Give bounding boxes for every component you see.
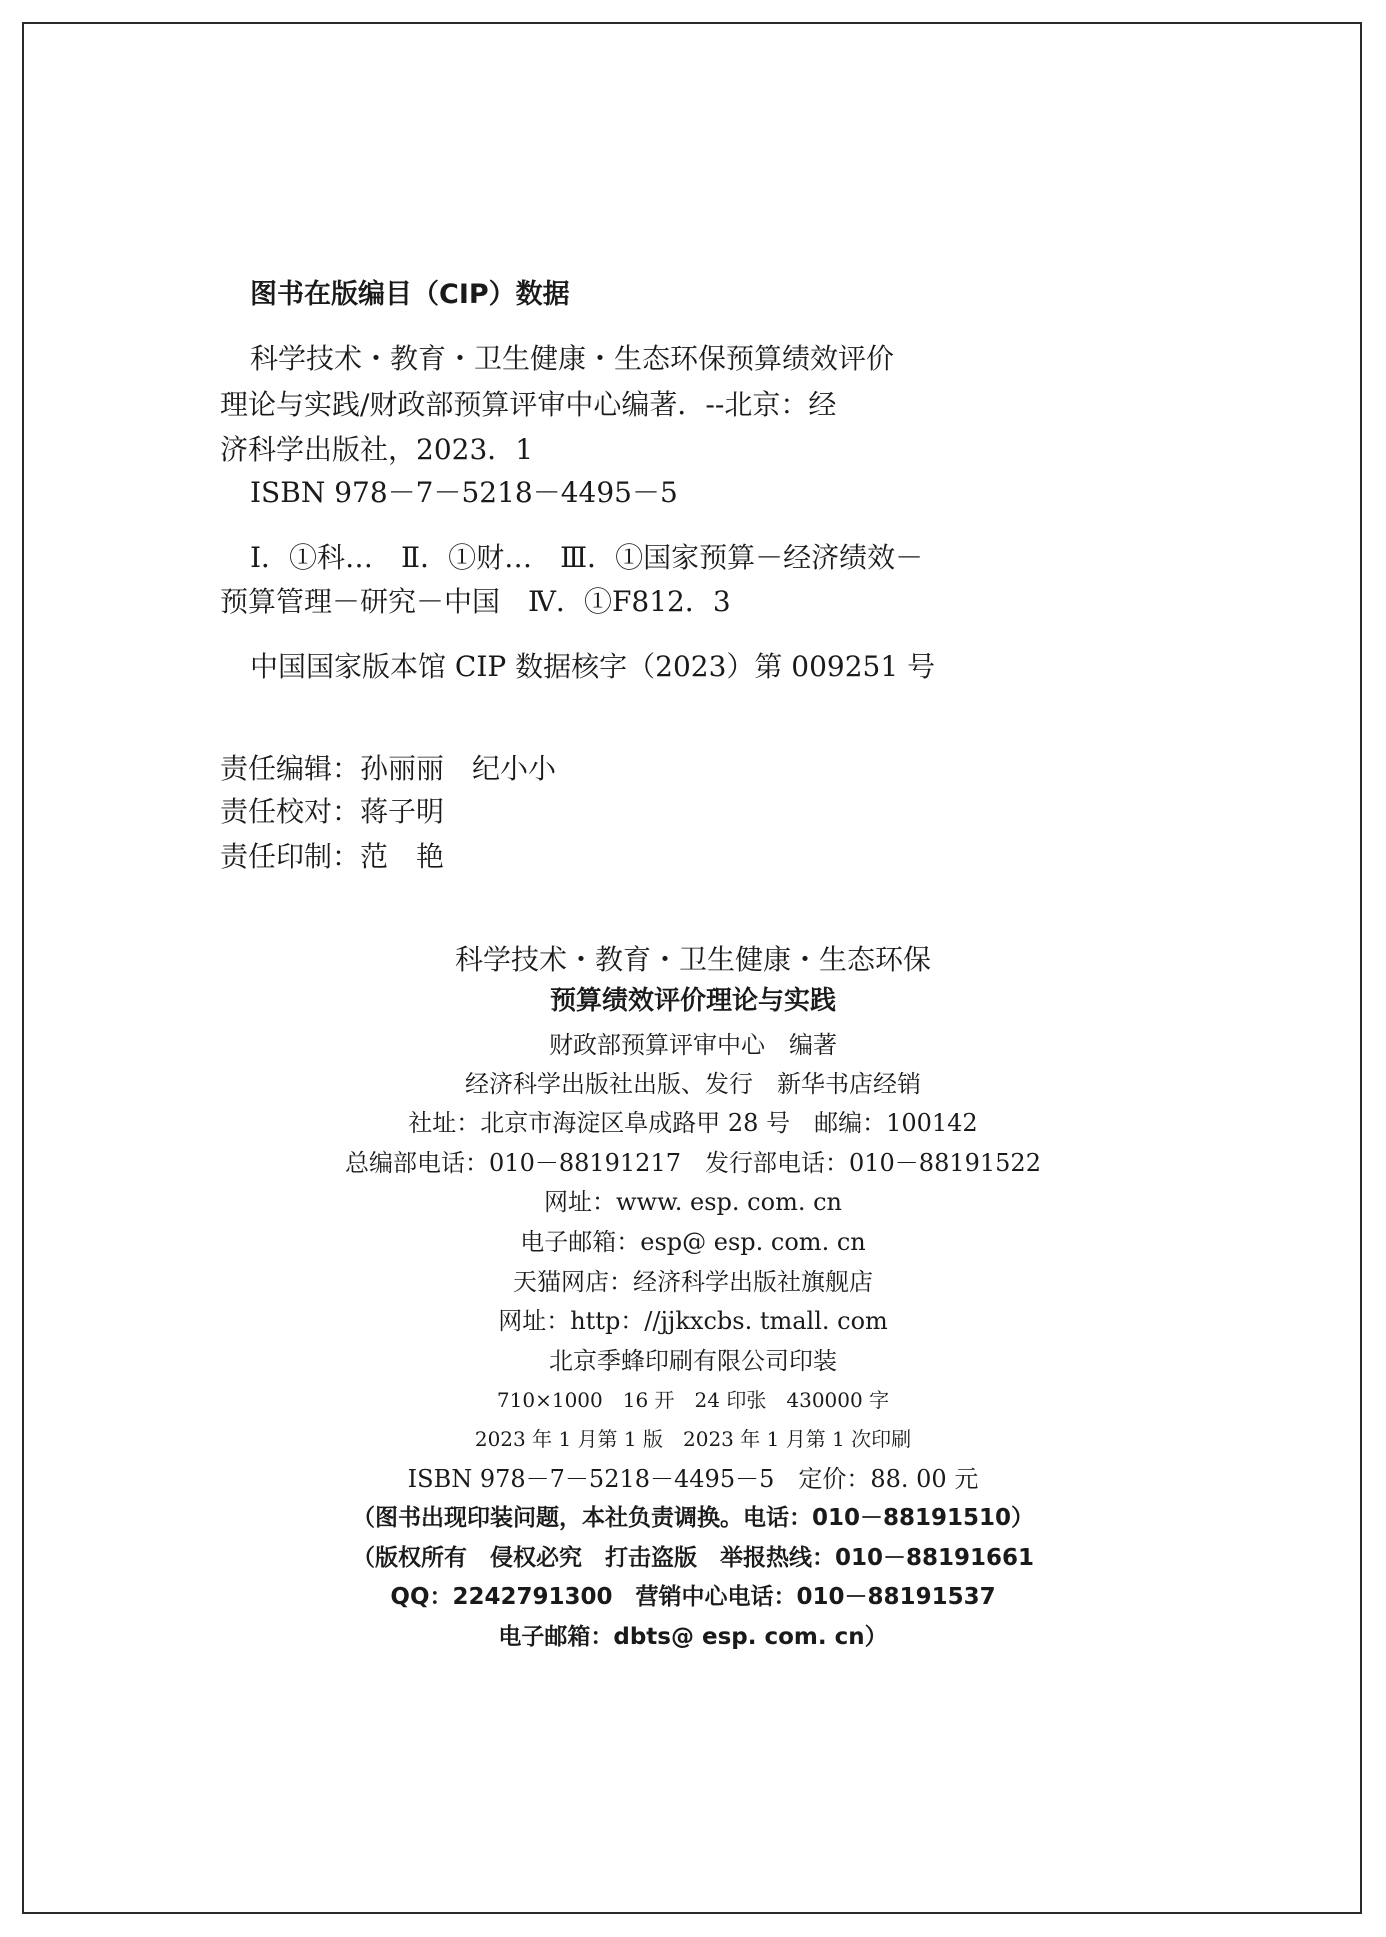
tmall-store: 天猫网店：经济科学出版社旗舰店 xyxy=(513,1268,873,1296)
notice-email: 电子邮箱：dbts@ esp. com. cn） xyxy=(498,1624,888,1650)
responsible-editor: 责任编辑：孙丽丽 纪小小 xyxy=(220,752,557,785)
notice-contacts: QQ：2242791300 营销中心电话：010－88191537 xyxy=(390,1584,996,1610)
book-title-line-2: 预算绩效评价理论与实践 xyxy=(549,986,836,1016)
publisher-email: 电子邮箱：esp@ esp. com. cn xyxy=(520,1228,866,1256)
publisher-address: 社址：北京市海淀区阜成路甲 28 号 邮编：100142 xyxy=(408,1109,978,1137)
isbn-price: ISBN 978－7－5218－4495－5 定价：88. 00 元 xyxy=(407,1465,979,1493)
book-title-line-1: 科学技术・教育・卫生健康・生态环保 xyxy=(454,943,931,976)
cip-line: 科学技术・教育・卫生健康・生态环保预算绩效评价 xyxy=(250,342,895,375)
cip-isbn: ISBN 978－7－5218－4495－5 xyxy=(250,476,678,509)
notice-misprint: （图书出现印装问题，本社负责调换。电话：010－88191510） xyxy=(351,1505,1035,1531)
cip-line: 济科学出版社，2023．1 xyxy=(220,433,534,466)
cip-classification: Ⅰ．①科… Ⅱ．①财… Ⅲ．①国家预算－经济绩效－ xyxy=(250,541,924,574)
book-author: 财政部预算评审中心 编著 xyxy=(549,1031,837,1059)
tmall-url: 网址：http：//jjkxcbs. tmall. com xyxy=(498,1307,888,1335)
cip-heading: 图书在版编目（CIP）数据 xyxy=(250,279,570,310)
printer-line: 北京季蜂印刷有限公司印装 xyxy=(549,1347,837,1375)
publisher-line: 经济科学出版社出版、发行 新华书店经销 xyxy=(465,1070,921,1098)
publisher-website: 网址：www. esp. com. cn xyxy=(544,1188,842,1216)
cip-classification: 预算管理－研究－中国 Ⅳ．①F812．3 xyxy=(220,585,731,618)
responsible-printing: 责任印制：范 艳 xyxy=(220,840,445,873)
cip-verification: 中国国家版本馆 CIP 数据核字（2023）第 009251 号 xyxy=(250,650,936,683)
cip-line: 理论与实践/财政部预算评审中心编著．--北京：经 xyxy=(220,388,837,421)
responsible-proofreader: 责任校对：蒋子明 xyxy=(220,795,445,828)
notice-copyright: （版权所有 侵权必究 打击盗版 举报热线：010－88191661 xyxy=(351,1545,1035,1571)
book-specs: 710×1000 16 开 24 印张 430000 字 xyxy=(496,1388,890,1412)
publisher-phones: 总编部电话：010－88191217 发行部电话：010－88191522 xyxy=(345,1149,1041,1177)
edition-line: 2023 年 1 月第 1 版 2023 年 1 月第 1 次印刷 xyxy=(474,1427,912,1451)
